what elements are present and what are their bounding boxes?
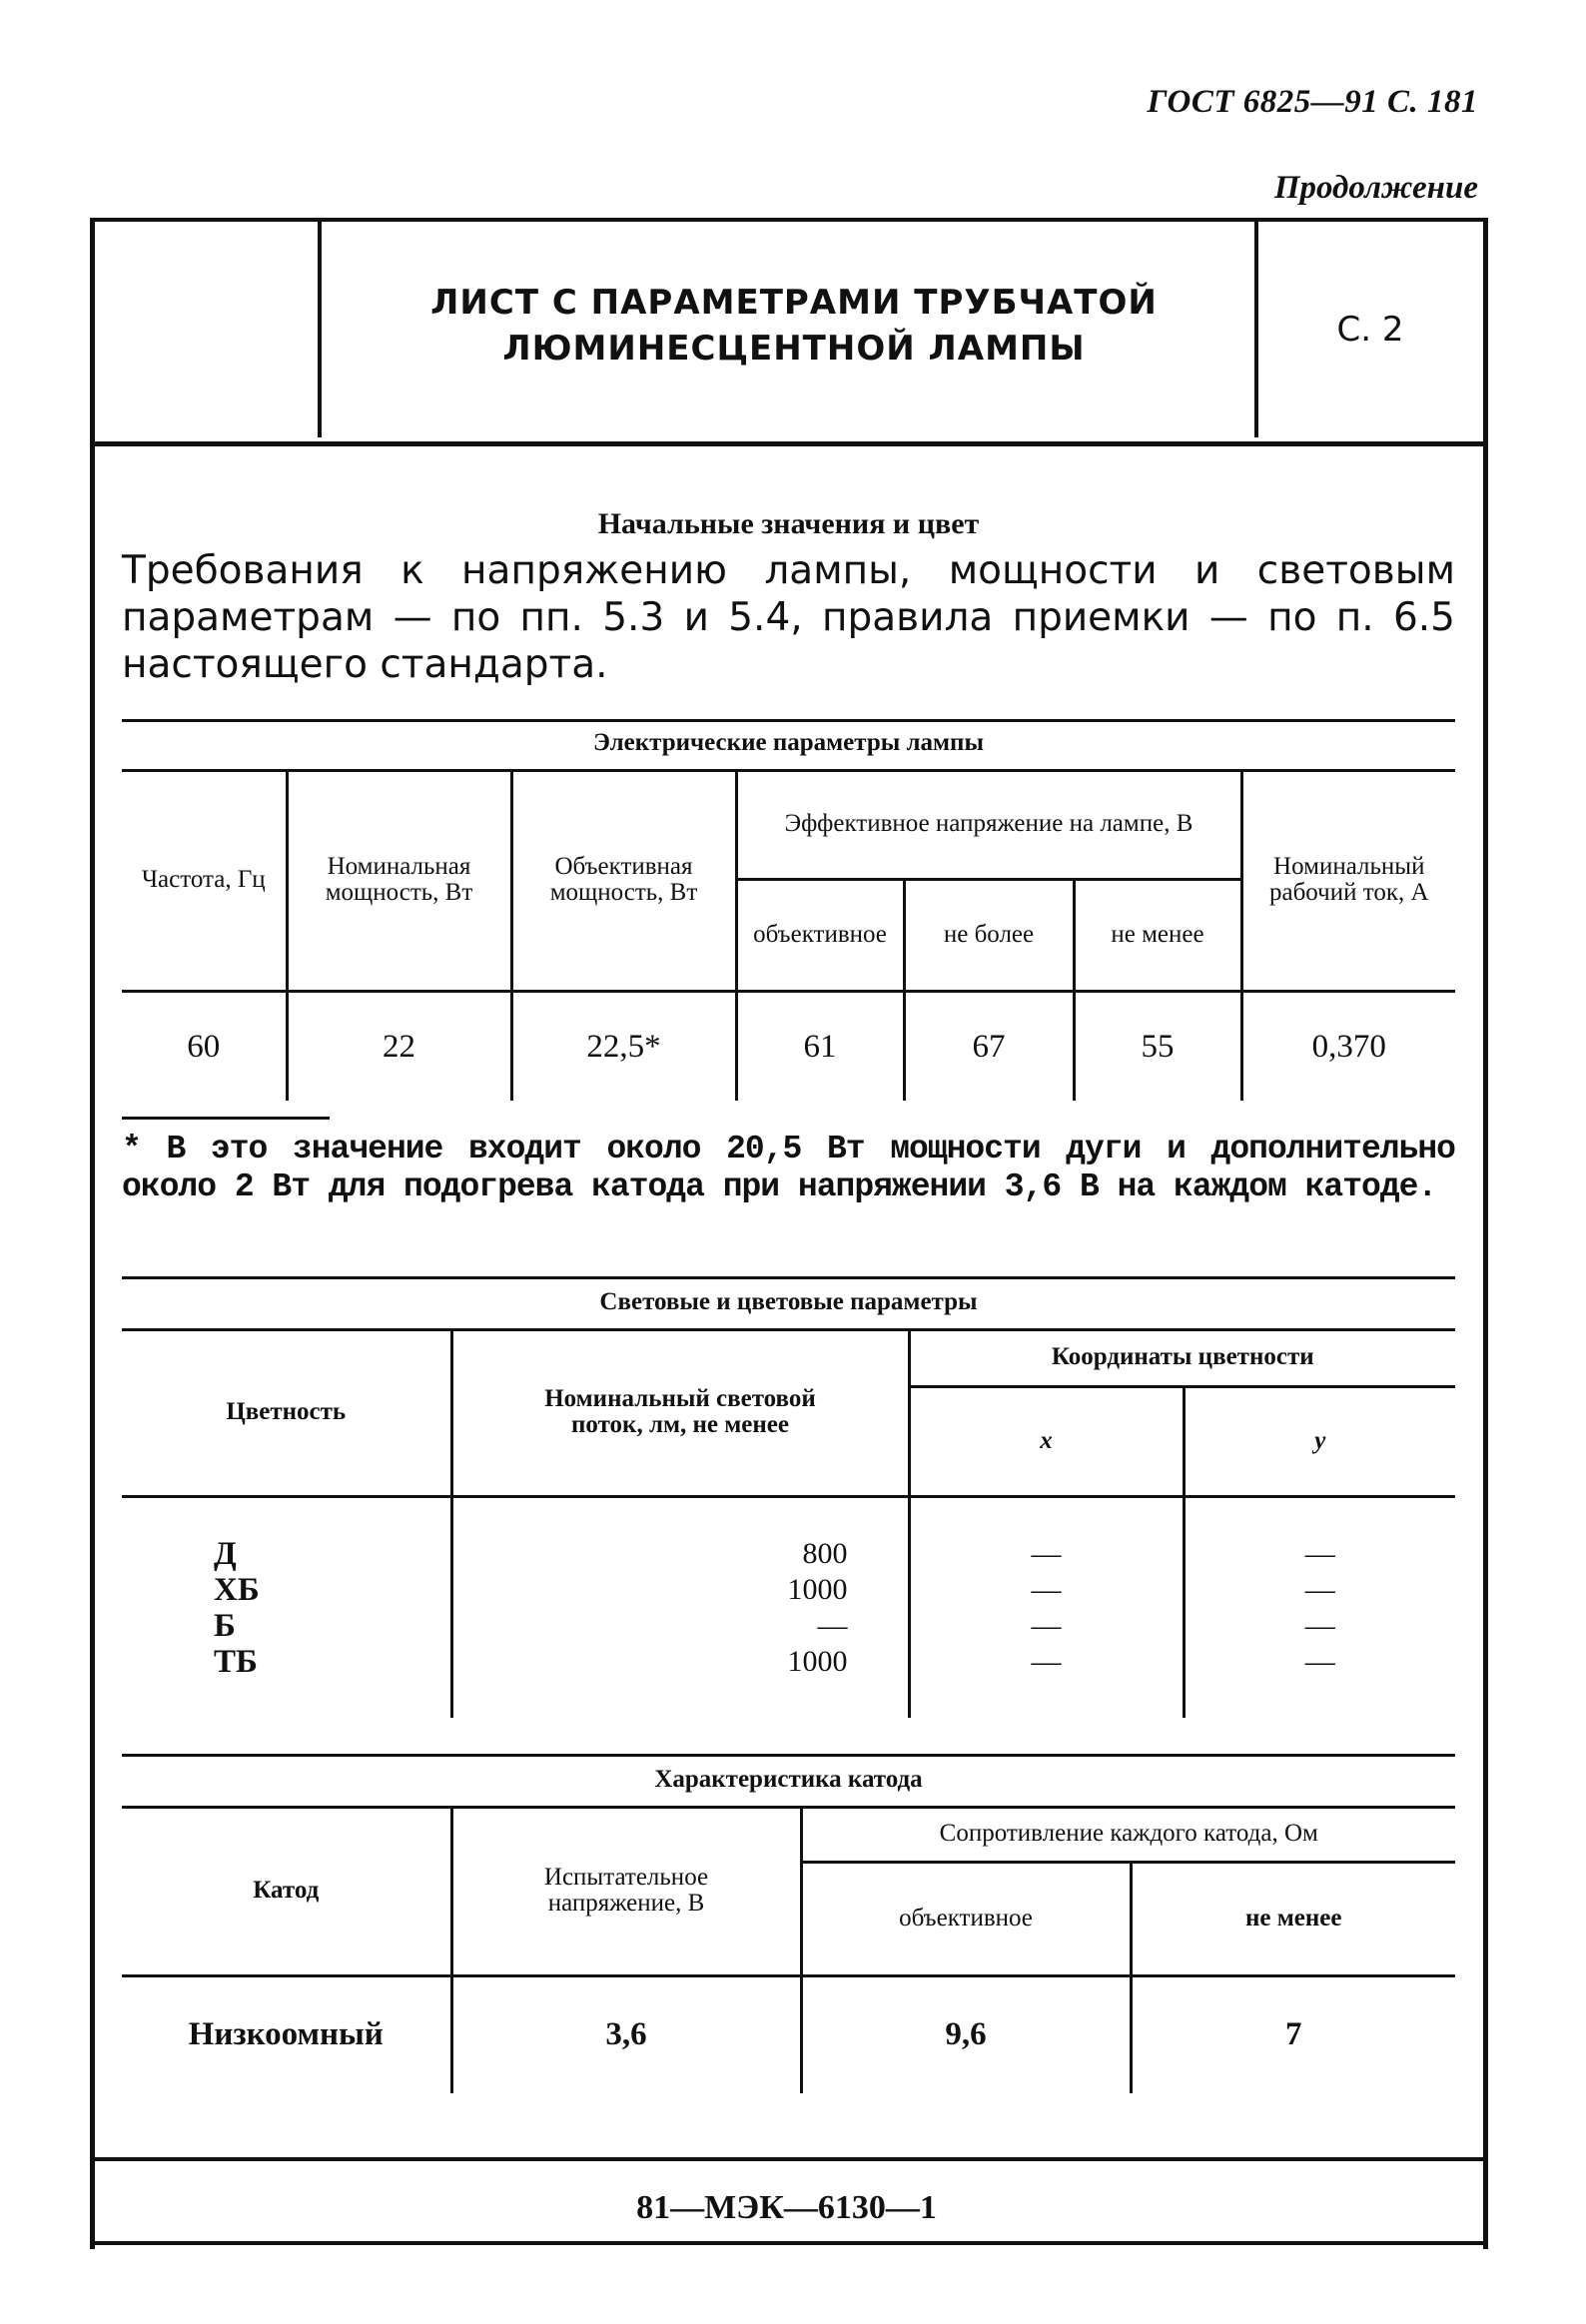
requirements-paragraph: Требования к напряжению лампы, мощности и световым параметрам — по пп. 5.3 и 5.4, правила приемки — по п. 6.5 настоящего стандарта. [122, 548, 1455, 687]
light-title: Световые и цветовые параметры [599, 1288, 978, 1315]
header-y: y [1184, 1386, 1455, 1496]
header-frequency: Частота, Гц [141, 866, 266, 894]
header-luminous-flux: Номинальный световой поток, лм, не менее [451, 1330, 909, 1496]
value-current: 0,370 [1241, 991, 1455, 1101]
chromaticity-list [122, 1496, 451, 1718]
y-item: — [1304, 1572, 1335, 1606]
flux-item: 1000 [787, 1572, 848, 1606]
divider [318, 222, 322, 437]
initial-values-title: Начальные значения и цвет [597, 507, 980, 540]
header-chromaticity: Цветность [226, 1398, 347, 1426]
x-item: — [1031, 1572, 1062, 1606]
flux-item: 1000 [787, 1644, 848, 1678]
flux-item: — [817, 1608, 848, 1642]
rule [122, 1754, 1455, 1757]
header-x: x [909, 1386, 1184, 1496]
header-voltage-group: Эффективное напряжение на лампе, В [736, 771, 1241, 879]
value-nominal-power: 22 [287, 991, 511, 1101]
header-nominal-power: Номинальная мощность, Вт [287, 771, 511, 991]
value-objective-power: 22,5* [511, 991, 736, 1101]
flux-list [451, 1496, 909, 1718]
value-test-voltage: 3,6 [451, 1975, 801, 2093]
header-voltage-min: не менее [1074, 879, 1241, 991]
header-chromaticity-coords: Координаты цветности [909, 1330, 1455, 1386]
cathode-title: Характеристика катода [654, 1766, 923, 1793]
x-item: — [1031, 1608, 1062, 1642]
footer-code: 81—МЭК—6130—1 [636, 2189, 937, 2226]
y-item: — [1304, 1644, 1335, 1678]
header-resistance: Сопротивление каждого катода, Ом [801, 1808, 1455, 1862]
header-test-voltage: Испытательное напряжение, В [451, 1808, 801, 1975]
value-resistance-objective: 9,6 [801, 1975, 1131, 2093]
sheet-title-line2: ЛЮМИНЕСЦЕНТНОЙ ЛАМПЫ [502, 329, 1086, 369]
header-voltage-max: не более [904, 879, 1074, 991]
light-table [122, 1330, 1455, 1718]
value-frequency: 60 [187, 1028, 221, 1065]
flux-item: 800 [802, 1536, 848, 1570]
sheet-title [330, 280, 1258, 372]
electrical-table [122, 771, 1455, 1101]
footer-rule [90, 2157, 1483, 2161]
electrical-footnote: * В это значение входит около 20,5 Вт мощности дуги и дополнительно около 2 Вт для подогрева катода при напряжении 3,6 В на каждом катоде. [122, 1131, 1455, 1205]
header-resistance-objective: объективное [801, 1862, 1131, 1975]
header-resistance-min: не менее [1131, 1862, 1455, 1975]
value-cathode-type: Низкоомный [188, 2016, 384, 2053]
footer-rule [90, 2241, 1483, 2245]
header-objective-power: Объективная мощность, Вт [511, 771, 736, 991]
chroma-item: ХБ [214, 1571, 260, 1608]
value-resistance-min: 7 [1131, 1975, 1455, 2093]
x-item: — [1031, 1644, 1062, 1678]
sheet-page-ref: С. 2 [1336, 310, 1404, 350]
continuation-label: Продолжение [1273, 170, 1478, 206]
rule [122, 719, 1455, 722]
rule [122, 1276, 1455, 1279]
document-reference: ГОСТ 6825—91 С. 181 [1147, 84, 1478, 120]
y-list [1184, 1496, 1455, 1718]
chroma-item: ТБ [214, 1643, 258, 1680]
value-voltage-objective: 61 [736, 991, 904, 1101]
sheet-title-line1: ЛИСТ С ПАРАМЕТРАМИ ТРУБЧАТОЙ [430, 283, 1158, 323]
cathode-table [122, 1808, 1455, 2093]
header-cathode: Катод [253, 1877, 320, 1905]
x-item: — [1031, 1536, 1062, 1570]
header-voltage-objective: объективное [736, 879, 904, 991]
chroma-item: Б [214, 1607, 236, 1644]
value-voltage-min: 55 [1074, 991, 1241, 1101]
y-item: — [1304, 1536, 1335, 1570]
chroma-item: Д [214, 1535, 237, 1572]
footnote-rule [122, 1117, 330, 1120]
header-current: Номинальный рабочий ток, А [1241, 771, 1455, 991]
x-list [909, 1496, 1184, 1718]
y-item: — [1304, 1608, 1335, 1642]
electrical-title: Электрические параметры лампы [593, 729, 984, 756]
value-voltage-max: 67 [904, 991, 1074, 1101]
